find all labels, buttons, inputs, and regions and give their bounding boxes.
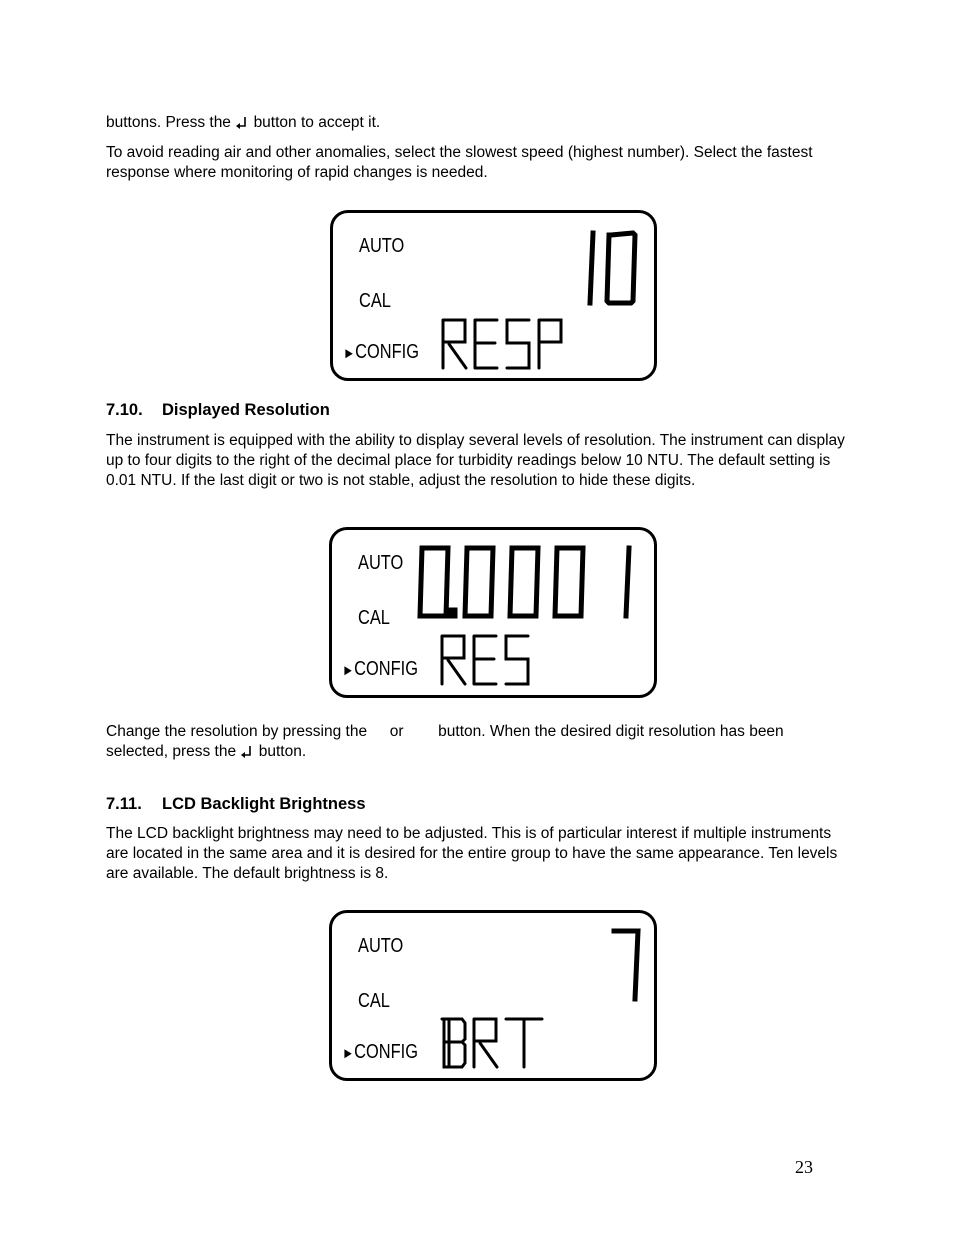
section-7-11-body: The LCD backlight brightness may need to be adjusted. This is of particular interest if multiple instruments are located in the same area and it is desired for the entire group to have the same appearance. Ten levels are available. The default brightness is 8. (106, 825, 838, 882)
change-text-2: or (389, 723, 404, 740)
change-text-3: button. When the desired digit resolution has been selected, press the (106, 723, 784, 760)
lcd-label-config: ►CONFIG (343, 341, 419, 363)
enter-key-icon (235, 116, 249, 130)
lcd-label-auto: AUTO (359, 235, 405, 257)
intro-text-before: buttons. Press the (106, 114, 231, 131)
lcd-display-response (330, 210, 657, 381)
lcd-display-resolution (329, 527, 657, 698)
lcd-label-config: ►CONFIG (342, 1041, 418, 1063)
lcd-segments-brightness (332, 913, 653, 1077)
pointer-icon: ► (342, 662, 355, 679)
enter-key-icon (240, 745, 254, 759)
section-number: 7.10. (106, 401, 143, 419)
lcd-segments-resolution (332, 530, 653, 694)
section-title: Displayed Resolution (162, 401, 330, 419)
intro-paragraph: To avoid reading air and other anomalies, select the slowest speed (highest number). Select the fastest response where monitoring of rapid changes is needed. (106, 144, 813, 181)
section-number: 7.11. (106, 795, 142, 813)
section-heading-7-11 (106, 795, 366, 814)
change-text-1: Change the resolution by pressing the (106, 723, 368, 740)
lcd-segments-response (333, 213, 653, 377)
section-title: LCD Backlight Brightness (162, 795, 366, 813)
lcd-word-res (442, 636, 528, 684)
lcd-value-7 (614, 931, 638, 999)
lcd-label-auto: AUTO (358, 552, 404, 574)
section-heading-7-10 (106, 401, 330, 420)
lcd-word-brt (442, 1019, 542, 1067)
pointer-icon: ► (343, 345, 356, 362)
lcd-display-brightness (329, 910, 657, 1081)
lcd-value-0-0001 (420, 548, 629, 616)
intro-line (106, 113, 846, 133)
lcd-label-config: ►CONFIG (342, 658, 418, 680)
lcd-label-auto: AUTO (358, 935, 404, 957)
page-number: 23 (795, 1157, 813, 1177)
change-resolution-paragraph (106, 722, 846, 762)
lcd-word-resp (443, 320, 561, 368)
change-text-4: button. (258, 743, 307, 760)
lcd-label-cal: CAL (358, 990, 390, 1012)
lcd-value-10 (590, 233, 635, 303)
pointer-icon: ► (342, 1045, 355, 1062)
lcd-label-cal: CAL (359, 290, 391, 312)
intro-text-after: button to accept it. (253, 114, 381, 131)
section-7-10-body: The instrument is equipped with the ability to display several levels of resolution. The instrument can display up to four digits to the right of the decimal place for turbidity readings below 10 NTU. The default setting is 0.01 NTU. If the last digit or two is not stable, adjust the resolution to hide these digits. (106, 432, 845, 489)
lcd-label-cal: CAL (358, 607, 390, 629)
